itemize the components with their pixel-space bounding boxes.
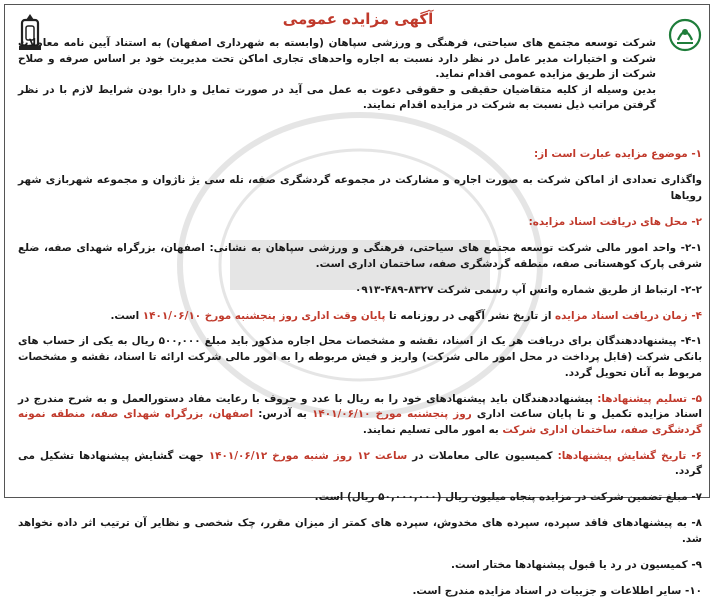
section-5-mid: به آدرس: bbox=[253, 408, 313, 421]
notice-title: آگهی مزایده عمومی bbox=[282, 10, 434, 28]
section-6-heading: ۶- تاریخ گشایش پیشنهادها: bbox=[557, 449, 702, 462]
section-5-tail: به امور مالی تسلیم نمایند. bbox=[362, 423, 503, 436]
section-6-paragraph bbox=[18, 449, 702, 480]
section-2-heading: ۲- محل های دریافت اسناد مزایده: bbox=[528, 215, 702, 228]
section-7-text: ۷- مبلغ تضمین شرکت در مزایده پنجاه میلیون ریال (۵۰,۰۰۰,۰۰۰ ریال) است. bbox=[314, 491, 702, 504]
section-6-time: ساعت ۱۲ روز شنبه مورخ ۱۴۰۱/۰۶/۱۲ bbox=[208, 449, 408, 462]
section-9-text: ۹- کمیسیون در رد یا قبول پیشنهادها مختار است. bbox=[451, 558, 702, 571]
section-4-tail: است. bbox=[110, 309, 143, 322]
section-4-text: از تاریخ نشر آگهی در روزنامه تا bbox=[385, 309, 556, 322]
section-1-heading: ۱- موضوع مزایده عبارت است از: bbox=[534, 148, 702, 161]
section-5-heading: ۵- تسلیم پیشنهادها: bbox=[597, 392, 703, 405]
section-6-tail: جهت گشایش پیشنهادها تشکیل می گردد. bbox=[18, 449, 702, 478]
intro-paragraph-1: شرکت توسعه مجتمع های سیاحتی، فرهنگی و ورزشی سپاهان (وابسته به شهرداری اصفهان) به استناد آیین نامه معاملات شرکت و اختیارات مدیر عامل در نظر دارد نسبت به اجاره واحدهای تجاری اماکن تحت مدیریت خود بر اساس صرفه و صلاح شرکت از طریق مزایده عمومی اقدام نماید. bbox=[18, 37, 656, 81]
notice-intro bbox=[18, 36, 656, 114]
intro-paragraph-2: بدین وسیله از کلیه متقاضیان حقیقی و حقوقی دعوت به عمل می آید در صورت تمایل و دارا بودن شرایط لازم با در نظر گرفتن مراتب ذیل نسبت به شرکت در مزایده اقدام نمایند. bbox=[18, 83, 656, 112]
section-4-heading: ۴- زمان دریافت اسناد مزایده bbox=[555, 309, 702, 322]
section-2-2-text: ۲-۲- ارتباط از طریق شماره واتس آپ رسمی شرکت ۸۳۲۷-۴۸۹-۰۹۱۳ bbox=[355, 283, 702, 296]
section-8-text: ۸- به پیشنهادهای فاقد سپرده، سپرده های مخدوش، سپرده های کمتر از میزان مقرر، چک شخصی و نظایر آن ترتیب اثر داده نخواهد شد. bbox=[18, 517, 702, 545]
section-5-deadline: روز پنجشنبه مورخ ۱۴۰۱/۰۶/۱۰ bbox=[312, 408, 472, 421]
section-5-address: اصفهان، بزرگراه شهدای صفه، منطقه نمونه گردشگری صفه، ساختمان اداری شرکت bbox=[18, 408, 702, 436]
section-6-text: کمیسیون عالی معاملات در bbox=[407, 449, 558, 462]
section-4-1-text: ۴-۱- پیشنهاددهندگان برای دریافت هر یک از اسناد، نقشه و مشخصات محل اجاره مذکور باید مبلغ ۵۰۰,۰۰۰ ریال به یکی از حساب های بانکی شرکت (قابل پرداخت در محل امور مالی شرکت) واریز و فیش مربوطه را به امور مالی شرکت ارائه تا اسناد، نقشه و مشخصات مربوط به آنان تحویل گردد. bbox=[18, 335, 702, 379]
section-1-text: واگذاری تعدادی از اماکن شرکت به صورت اجاره و مشارکت در مجموعه گردشگری صفه، تله سی یژ ناژوان و مجموعه شهربازی شهر رویاها bbox=[18, 174, 702, 202]
section-5-paragraph bbox=[18, 392, 702, 439]
section-2-1-text: ۲-۱- واحد امور مالی شرکت توسعه مجتمع های سیاحتی، فرهنگی و ورزشی سپاهان به نشانی: اصفهان، بزرگراه شهدای صفه، ضلع شرقی پارک کوهستانی صفه، منطقه گردشگری صفه، ساختمان اداری است. bbox=[18, 241, 702, 270]
section-10-text: ۱۰- سایر اطلاعات و جزییات در اسناد مزایده مندرج است. bbox=[412, 584, 702, 597]
section-4-paragraph bbox=[18, 309, 702, 325]
section-4-deadline: پایان وقت اداری روز پنجشنبه مورخ ۱۴۰۱/۰۶/۱۰ bbox=[142, 309, 386, 322]
notice-body bbox=[18, 137, 702, 610]
section-5-text: پیشنهاددهندگان باید پیشنهادهای خود را به ریال با عدد و حروف با رعایت مفاد دستورالعمل و به شرح مندرج در اسناد مزایده تکمیل و تا پایان ساعت اداری bbox=[18, 392, 702, 421]
